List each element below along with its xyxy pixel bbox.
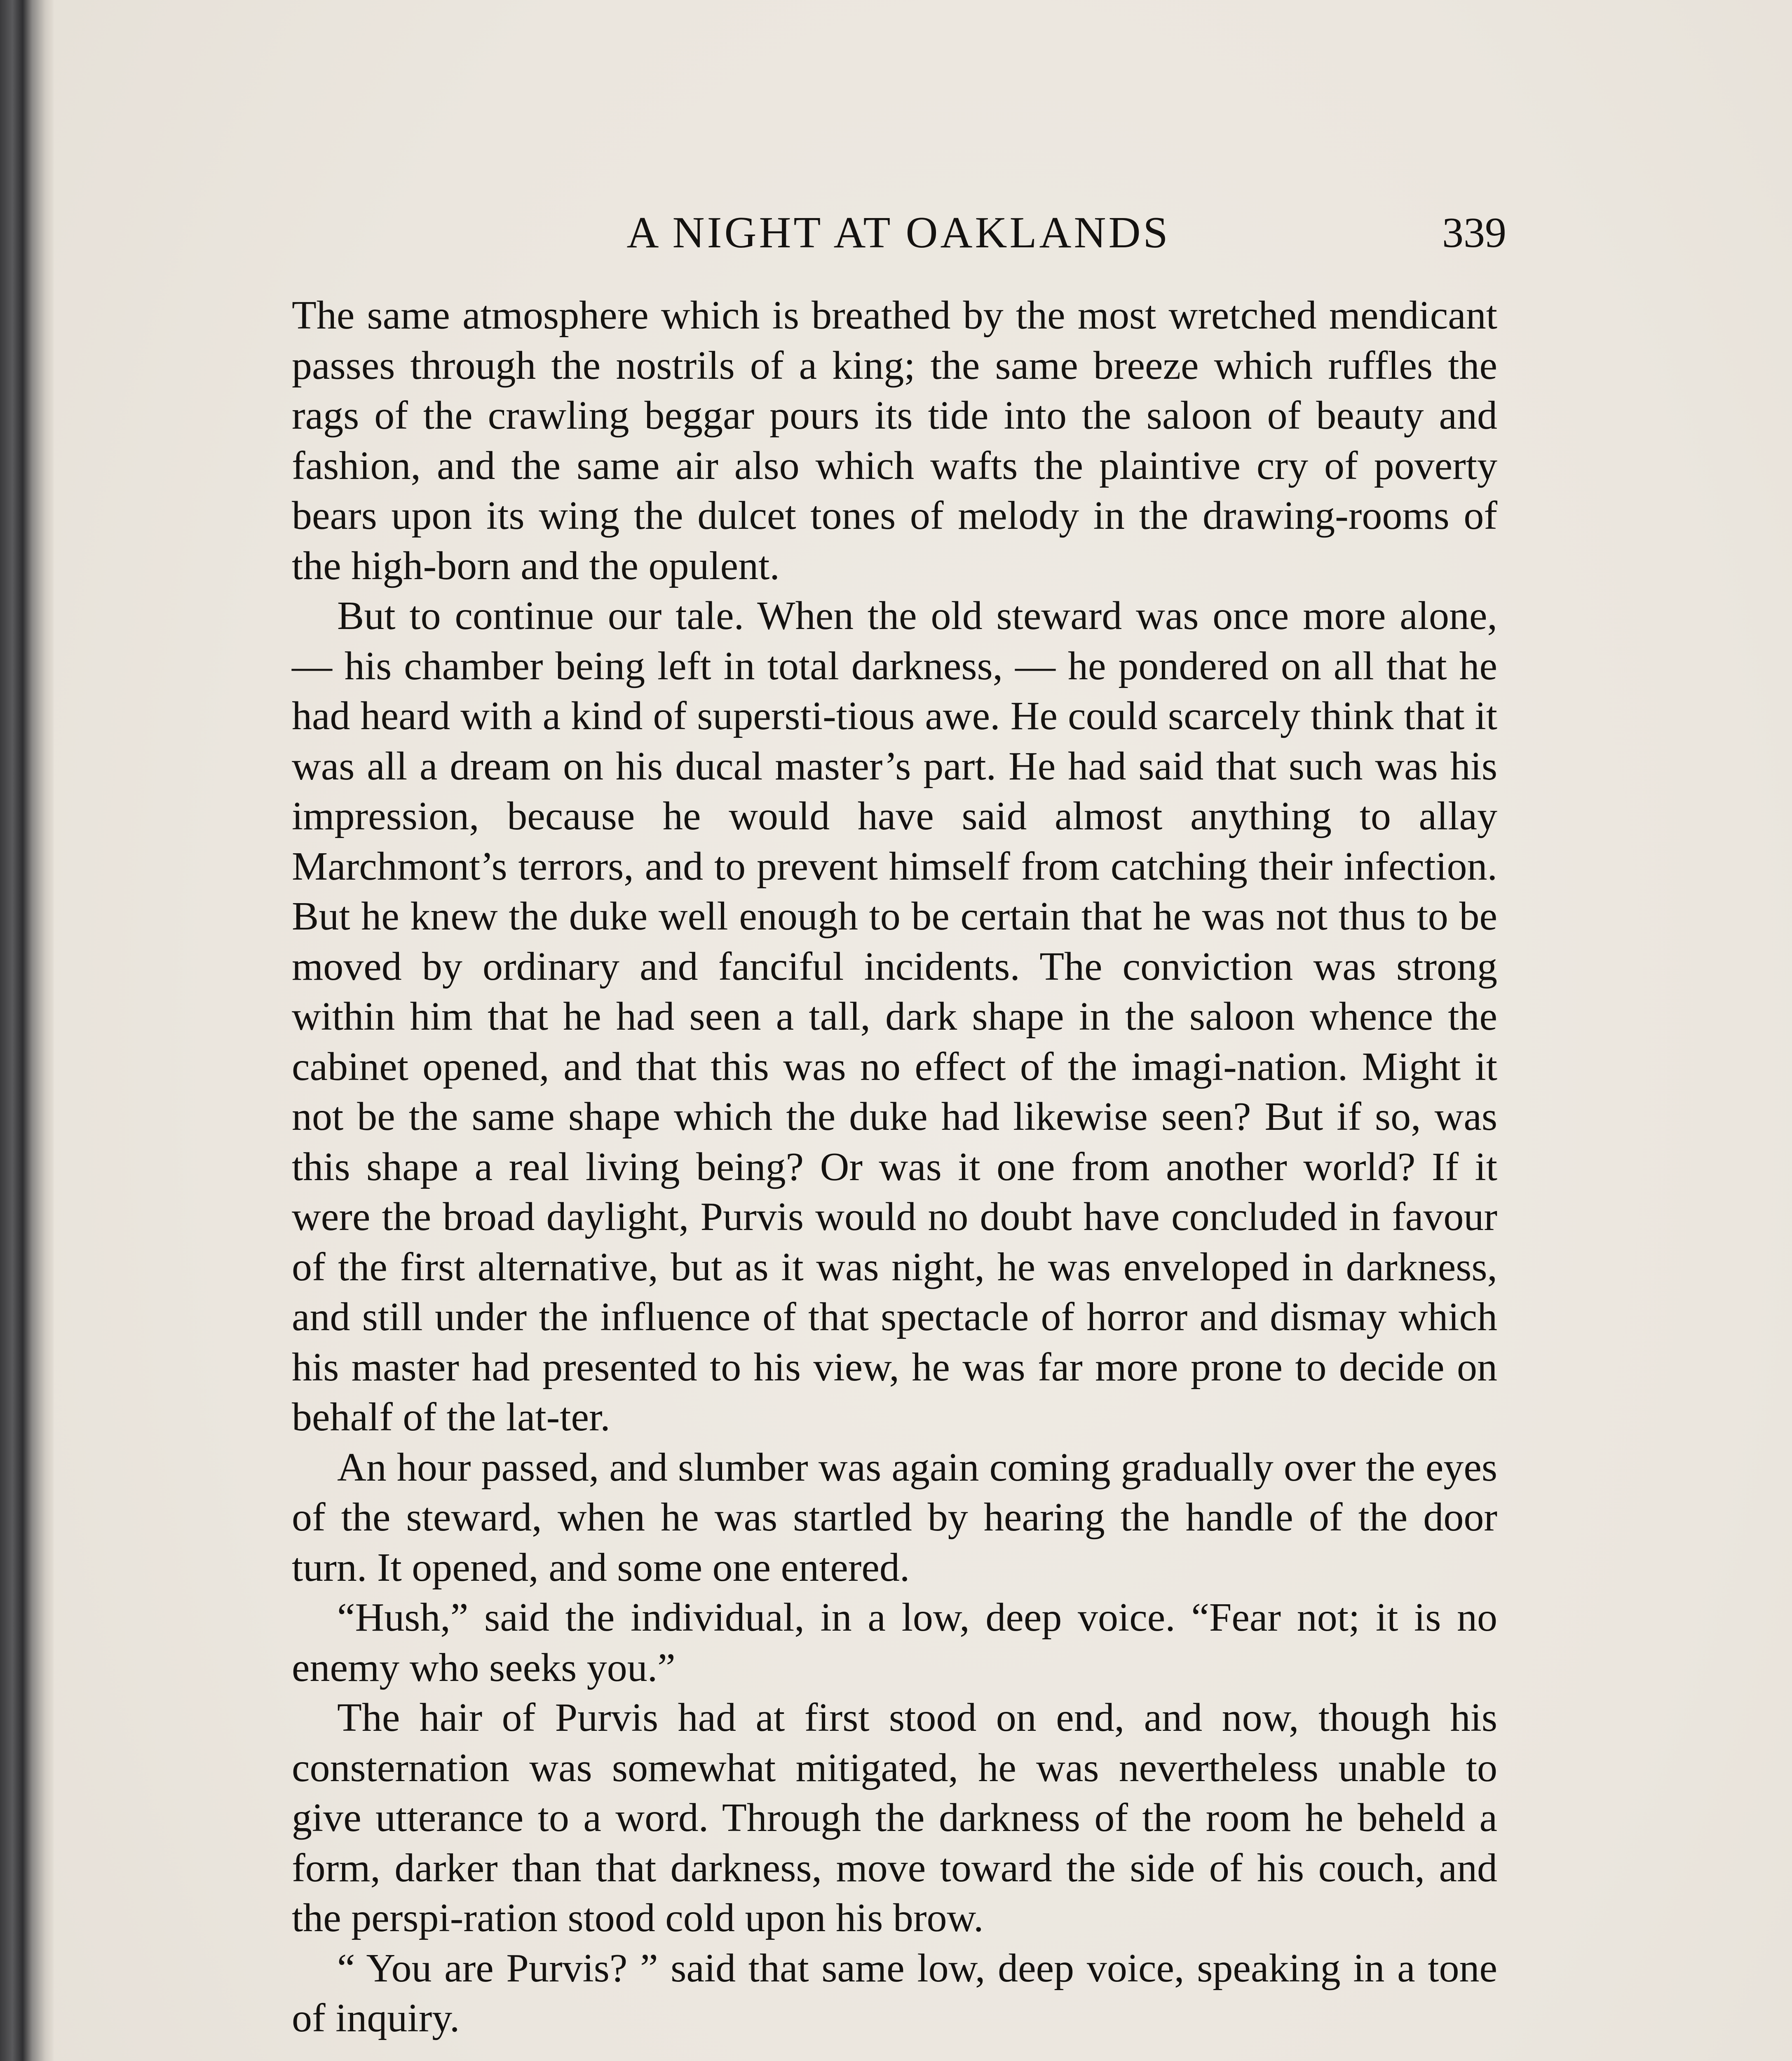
running-title: A NIGHT AT OAKLANDS bbox=[626, 208, 1170, 257]
paragraph: The same atmosphere which is breathed by the most wretched mendicant passes through the nostrils of a king; the same breeze which ruffles the rags of the crawling beggar pours its tide into the saloon of beauty and fashion, and the same air also which wafts the plaintive cry of poverty bears upon its wing the dulcet tones of melody in the drawing-rooms of the high-born and the opulent. bbox=[292, 293, 1497, 588]
paragraph: “Hush,” said the individual, in a low, deep voice. “Fear not; it is no enemy who seeks you.” bbox=[292, 1595, 1497, 1690]
paragraph: An hour passed, and slumber was again coming gradually over the eyes of the steward, when he was startled by hearing the handle of the door turn. It opened, and some one entered. bbox=[292, 1445, 1497, 1590]
book-binding-edge bbox=[0, 0, 54, 2061]
body-text bbox=[292, 291, 1497, 2044]
page-header bbox=[289, 202, 1506, 268]
paragraph: “ You are Purvis? ” said that same low, deep voice, speaking in a tone of inquiry. bbox=[292, 1946, 1497, 2040]
paragraph: The hair of Purvis had at first stood on end, and now, though his consternation was somewhat mitigated, he was nevertheless unable to give utterance to a word. Through the darkness of the room he beheld a form, darker than that darkness, move toward the side of his couch, and the perspi-ration stood cold upon his brow. bbox=[292, 1695, 1497, 1940]
paragraph: But to continue our tale. When the old steward was once more alone, — his chamber being left in total darkness, — he pondered on all that he had heard with a kind of supersti-tious awe. He could scarcely think that it was all a dream on his ducal master’s part. He had said that such was his impression, because he would have said almost anything to allay Marchmont’s terrors, and to prevent himself from catching their infection. But he knew the duke well enough to be certain that he was not thus to be moved by ordinary and fanciful incidents. The conviction was strong within him that he had seen a tall, dark shape in the saloon whence the cabinet opened, and that this was no effect of the imagi-nation. Might it not be the same shape which the duke had likewise seen? But if so, was this shape a real living being? Or was it one from another world? If it were the broad daylight, Purvis would no doubt have concluded in favour of the first alternative, but as it was night, he was enveloped in darkness, and still under the influence of that spectacle of horror and dismay which his master had presented to his view, he was far more prone to decide on behalf of the lat-ter. bbox=[292, 594, 1497, 1439]
page-number: 339 bbox=[1442, 209, 1506, 256]
